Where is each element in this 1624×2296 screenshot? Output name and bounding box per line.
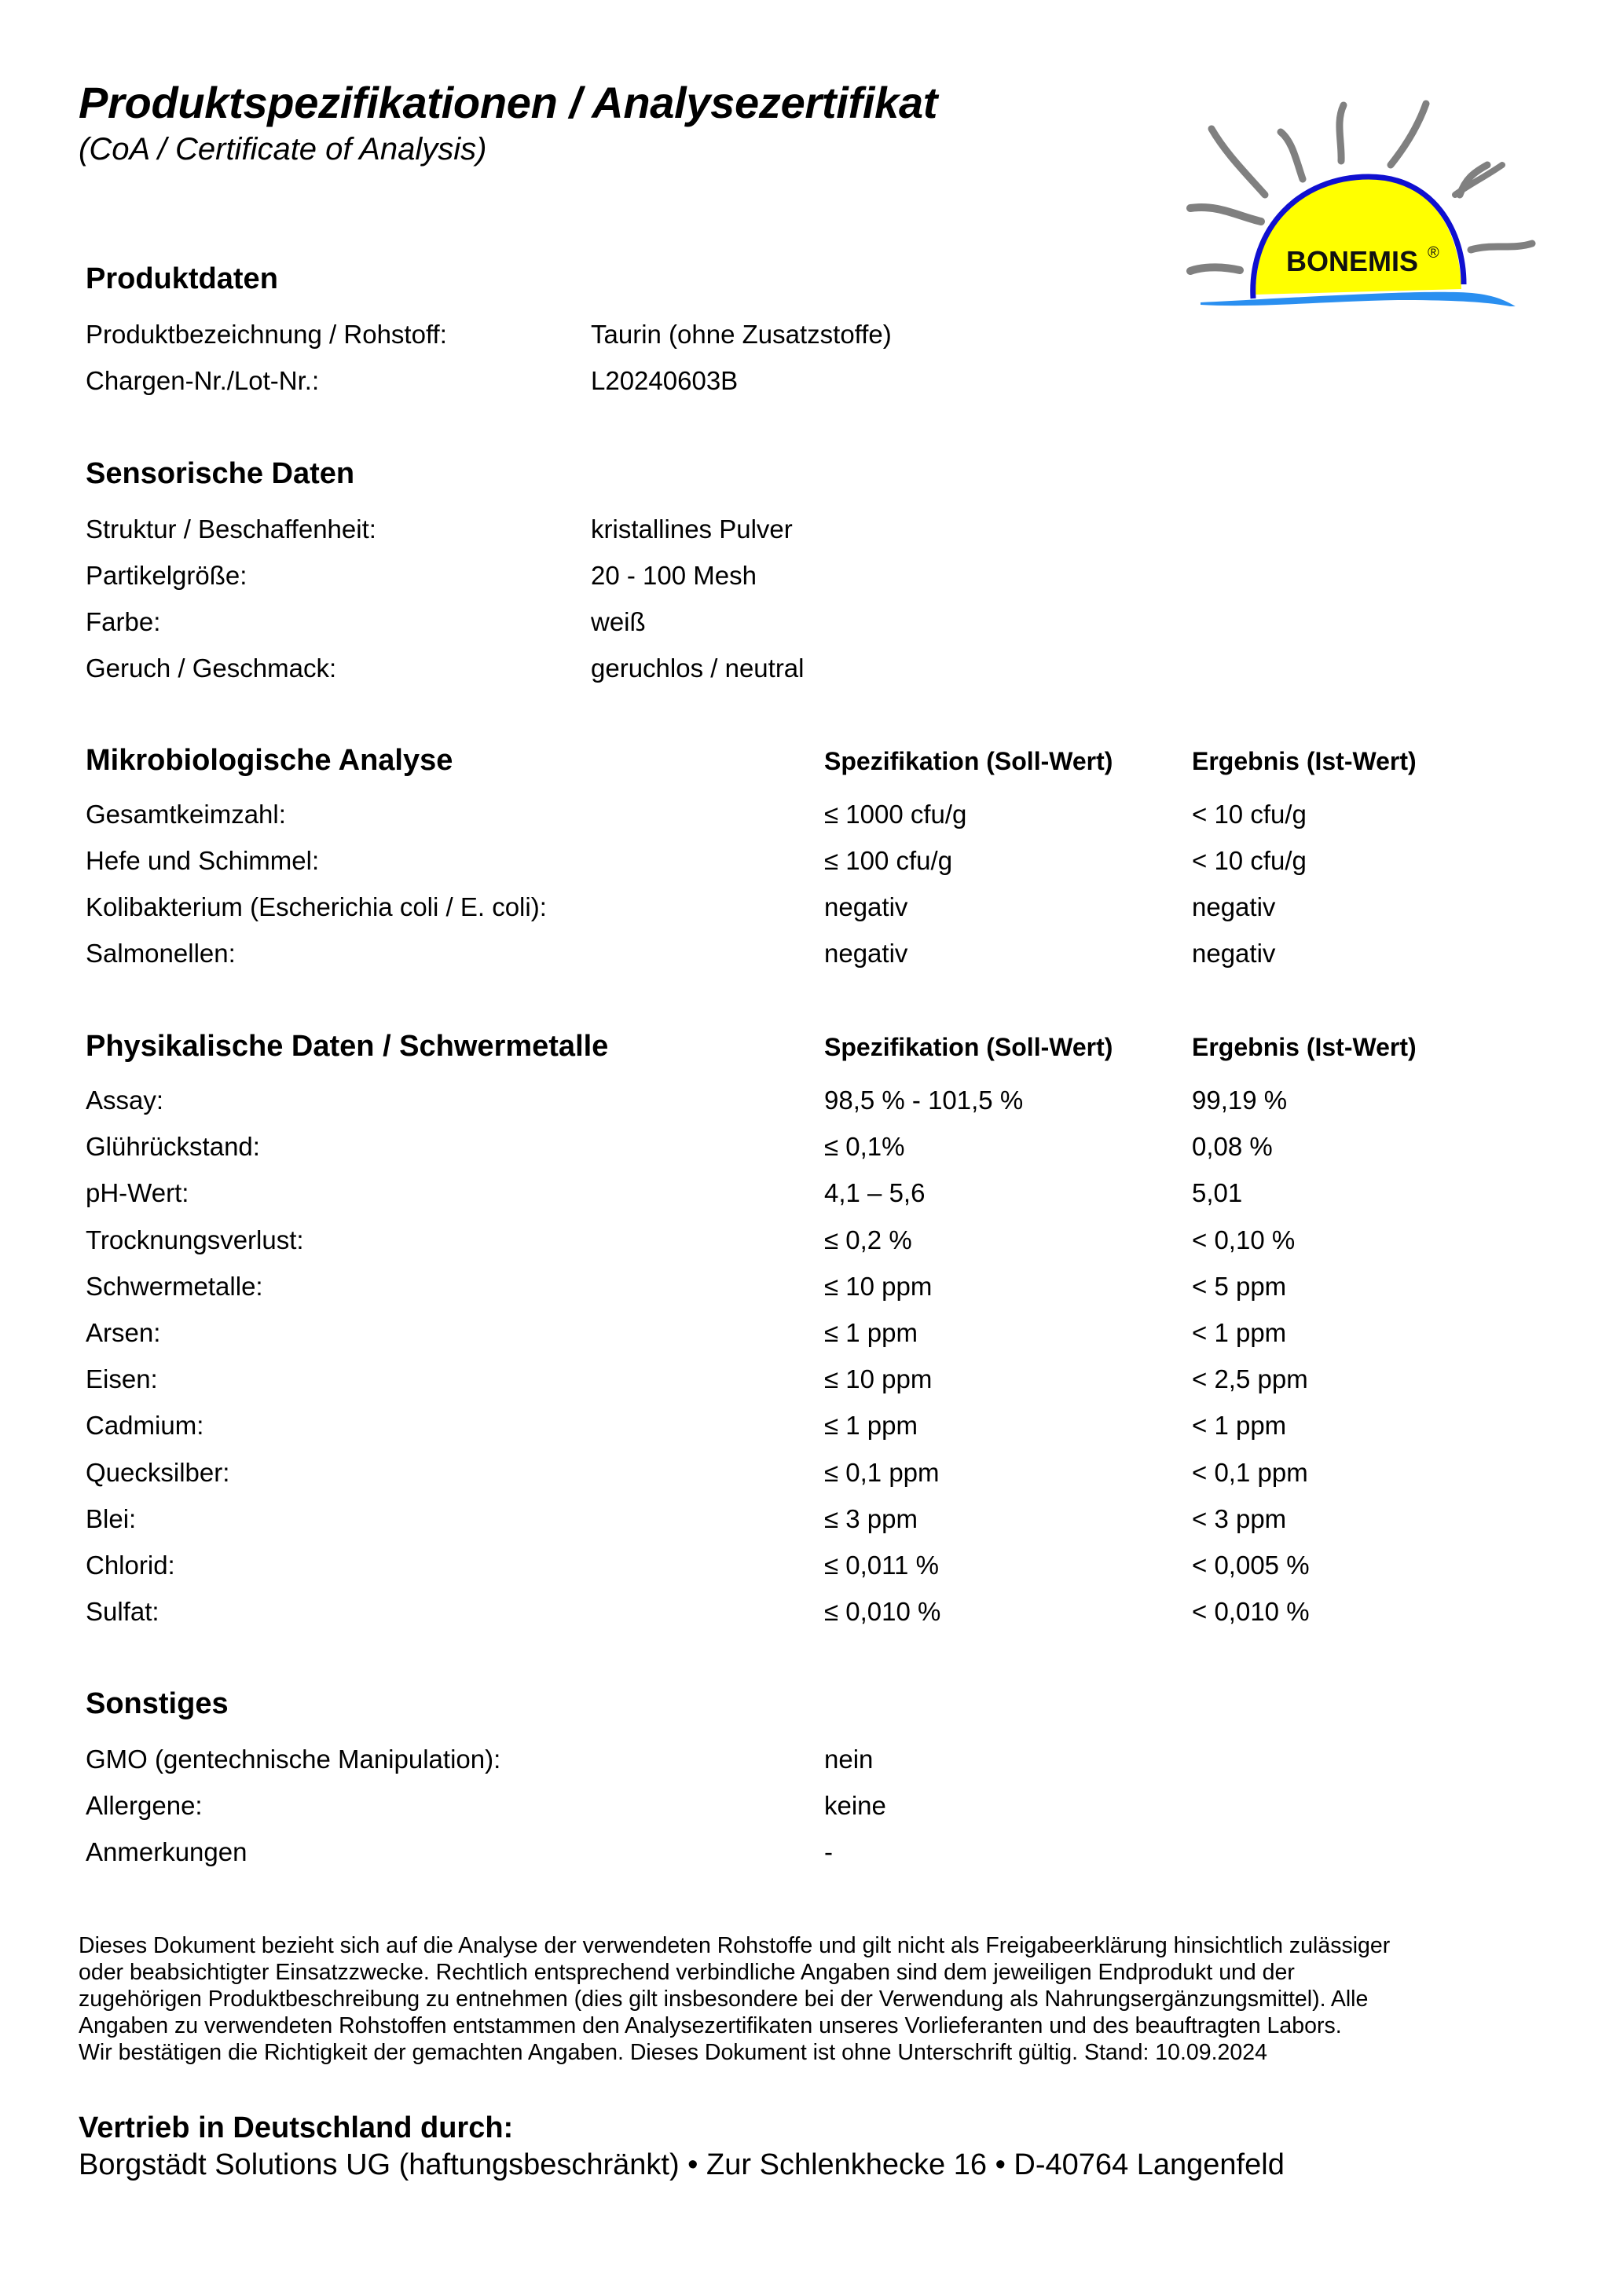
section-heading-produktdaten: Produktdaten <box>86 262 278 295</box>
row-label: Hefe und Schimmel: <box>86 846 320 875</box>
table-row <box>0 514 1624 554</box>
table-row <box>0 1791 1624 1830</box>
bonemis-logo <box>1163 79 1571 306</box>
document-subtitle: (CoA / Certificate of Analysis) <box>79 132 487 167</box>
table-row <box>0 939 1624 978</box>
row-spec: ≤ 1 ppm <box>824 1411 918 1441</box>
row-value: nein <box>824 1745 874 1774</box>
table-row <box>0 846 1624 885</box>
disclaimer-line: oder beabsichtigter Einsatzzwecke. Rechtlich entsprechend verbindliche Angaben sind dem jeweiligen Endprodukt und der <box>79 1960 1295 1985</box>
row-label: Produktbezeichnung / Rohstoff: <box>86 320 447 349</box>
row-spec: ≤ 0,011 % <box>824 1551 939 1580</box>
table-row <box>0 1551 1624 1590</box>
row-result: < 0,010 % <box>1192 1597 1310 1627</box>
row-label: Cadmium: <box>86 1411 204 1441</box>
column-header-result: Ergebnis (Ist-Wert) <box>1192 747 1417 775</box>
column-header-spec: Spezifikation (Soll-Wert) <box>824 1033 1113 1061</box>
row-value: keine <box>824 1791 886 1820</box>
row-label: Allergene: <box>86 1791 203 1820</box>
row-spec: ≤ 0,1 ppm <box>824 1457 940 1487</box>
row-result: < 0,005 % <box>1192 1551 1310 1580</box>
row-label: Gesamtkeimzahl: <box>86 800 286 829</box>
row-value: weiß <box>591 607 646 636</box>
row-spec: ≤ 0,2 % <box>824 1225 912 1254</box>
row-value: kristallines Pulver <box>591 514 793 544</box>
row-label: Schwermetalle: <box>86 1271 263 1301</box>
row-result: < 3 ppm <box>1192 1503 1287 1533</box>
row-result: < 1 ppm <box>1192 1318 1287 1347</box>
table-row <box>0 1745 1624 1784</box>
distributor-address: Borgstädt Solutions UG (haftungsbeschränkt) • Zur Schlenkhecke 16 • D-40764 Langenfeld <box>79 2148 1285 2181</box>
column-header-result: Ergebnis (Ist-Wert) <box>1192 1033 1417 1061</box>
row-spec: 4,1 – 5,6 <box>824 1178 926 1208</box>
row-spec: 98,5 % - 101,5 % <box>824 1086 1024 1115</box>
row-result: negativ <box>1192 892 1276 921</box>
row-value: Taurin (ohne Zusatzstoffe) <box>591 320 892 349</box>
row-result: 99,19 % <box>1192 1086 1288 1115</box>
table-row <box>0 1364 1624 1404</box>
row-label: Quecksilber: <box>86 1457 230 1487</box>
water-wave <box>1201 292 1518 306</box>
row-label: Blei: <box>86 1503 137 1533</box>
table-row <box>0 607 1624 646</box>
row-result: < 0,10 % <box>1192 1225 1296 1254</box>
row-value: 20 - 100 Mesh <box>591 561 757 590</box>
row-result: negativ <box>1192 939 1276 968</box>
row-label: Geruch / Geschmack: <box>86 654 337 683</box>
row-label: GMO (gentechnische Manipulation): <box>86 1745 501 1774</box>
table-row <box>0 1458 1624 1497</box>
row-label: Struktur / Beschaffenheit: <box>86 514 376 544</box>
row-label: pH-Wert: <box>86 1178 189 1208</box>
row-label: Chlorid: <box>86 1551 175 1580</box>
section-heading-mikrobiologie: Mikrobiologische Analyse <box>86 744 453 777</box>
row-spec: ≤ 3 ppm <box>824 1503 918 1533</box>
row-spec: ≤ 100 cfu/g <box>824 846 953 875</box>
row-label: Arsen: <box>86 1318 161 1347</box>
table-row <box>0 1318 1624 1357</box>
row-value: geruchlos / neutral <box>591 654 805 683</box>
row-spec: ≤ 10 ppm <box>824 1364 933 1394</box>
disclaimer-text <box>79 1932 1556 2066</box>
section-heading-sonstiges: Sonstiges <box>86 1687 229 1720</box>
table-row <box>0 561 1624 600</box>
table-row <box>0 1086 1624 1125</box>
row-label: Trocknungsverlust: <box>86 1225 304 1254</box>
row-label: Glührückstand: <box>86 1132 260 1162</box>
row-result: < 10 cfu/g <box>1192 846 1307 875</box>
distributor-heading: Vertrieb in Deutschland durch: <box>79 2111 514 2144</box>
table-row <box>0 320 1624 359</box>
row-result: < 10 cfu/g <box>1192 800 1307 829</box>
column-header-spec: Spezifikation (Soll-Wert) <box>824 747 1113 775</box>
document-title: Produktspezifikationen / Analysezertifikat <box>79 78 938 127</box>
table-row <box>0 1411 1624 1450</box>
disclaimer-line: Dieses Dokument bezieht sich auf die Analyse der verwendeten Rohstoffe und gilt nicht als Freigabeerklärung hinsichtlich zulässiger <box>79 1933 1391 1958</box>
row-spec: ≤ 0,010 % <box>824 1597 941 1627</box>
table-row <box>0 800 1624 839</box>
row-label: Partikelgröße: <box>86 561 247 590</box>
row-label: Eisen: <box>86 1364 158 1394</box>
table-row <box>0 1132 1624 1171</box>
section-heading-sensorik: Sensorische Daten <box>86 457 355 490</box>
table-row <box>0 366 1624 405</box>
row-result: < 5 ppm <box>1192 1271 1287 1301</box>
row-label: Sulfat: <box>86 1597 159 1627</box>
disclaimer-line: Angaben zu verwendeten Rohstoffen entstammen den Analysezertifikaten unseres Vorlieferanten und des beauftragten Labors. <box>79 2013 1342 2038</box>
table-row <box>0 1597 1624 1636</box>
table-row <box>0 1272 1624 1311</box>
row-result: 5,01 <box>1192 1178 1243 1208</box>
row-label: Farbe: <box>86 607 161 636</box>
row-label: Chargen-Nr./Lot-Nr.: <box>86 366 320 395</box>
row-spec: negativ <box>824 939 908 968</box>
table-row <box>0 1504 1624 1543</box>
row-result: < 0,1 ppm <box>1192 1457 1308 1487</box>
row-result: 0,08 % <box>1192 1132 1273 1162</box>
row-label: Assay: <box>86 1086 164 1115</box>
row-spec: ≤ 10 ppm <box>824 1271 933 1301</box>
row-label: Salmonellen: <box>86 939 236 968</box>
row-spec: ≤ 1 ppm <box>824 1318 918 1347</box>
table-row <box>0 1837 1624 1877</box>
row-value: - <box>824 1837 833 1866</box>
table-row <box>0 654 1624 693</box>
row-spec: ≤ 0,1% <box>824 1132 905 1162</box>
disclaimer-line: zugehörigen Produktbeschreibung zu entnehmen (dies gilt insbesondere bei der Verwendung als Nahrungsergänzungsmittel). Alle <box>79 1987 1369 2012</box>
row-spec: negativ <box>824 892 908 921</box>
section-heading-physikalisch: Physikalische Daten / Schwermetalle <box>86 1030 609 1063</box>
row-spec: ≤ 1000 cfu/g <box>824 800 967 829</box>
table-row <box>0 1225 1624 1265</box>
row-result: < 1 ppm <box>1192 1411 1287 1441</box>
table-row <box>0 892 1624 932</box>
row-label: Anmerkungen <box>86 1837 247 1866</box>
table-row <box>0 1178 1624 1218</box>
row-label: Kolibakterium (Escherichia coli / E. coli): <box>86 892 547 921</box>
logo-brand-text: BONEMIS <box>1286 245 1419 277</box>
row-value: L20240603B <box>591 366 739 395</box>
registered-mark: ® <box>1428 244 1439 262</box>
row-result: < 2,5 ppm <box>1192 1364 1308 1394</box>
disclaimer-line: Wir bestätigen die Richtigkeit der gemachten Angaben. Dieses Dokument ist ohne Unterschrift gültig. Stand: 10.09.2024 <box>79 2040 1267 2065</box>
